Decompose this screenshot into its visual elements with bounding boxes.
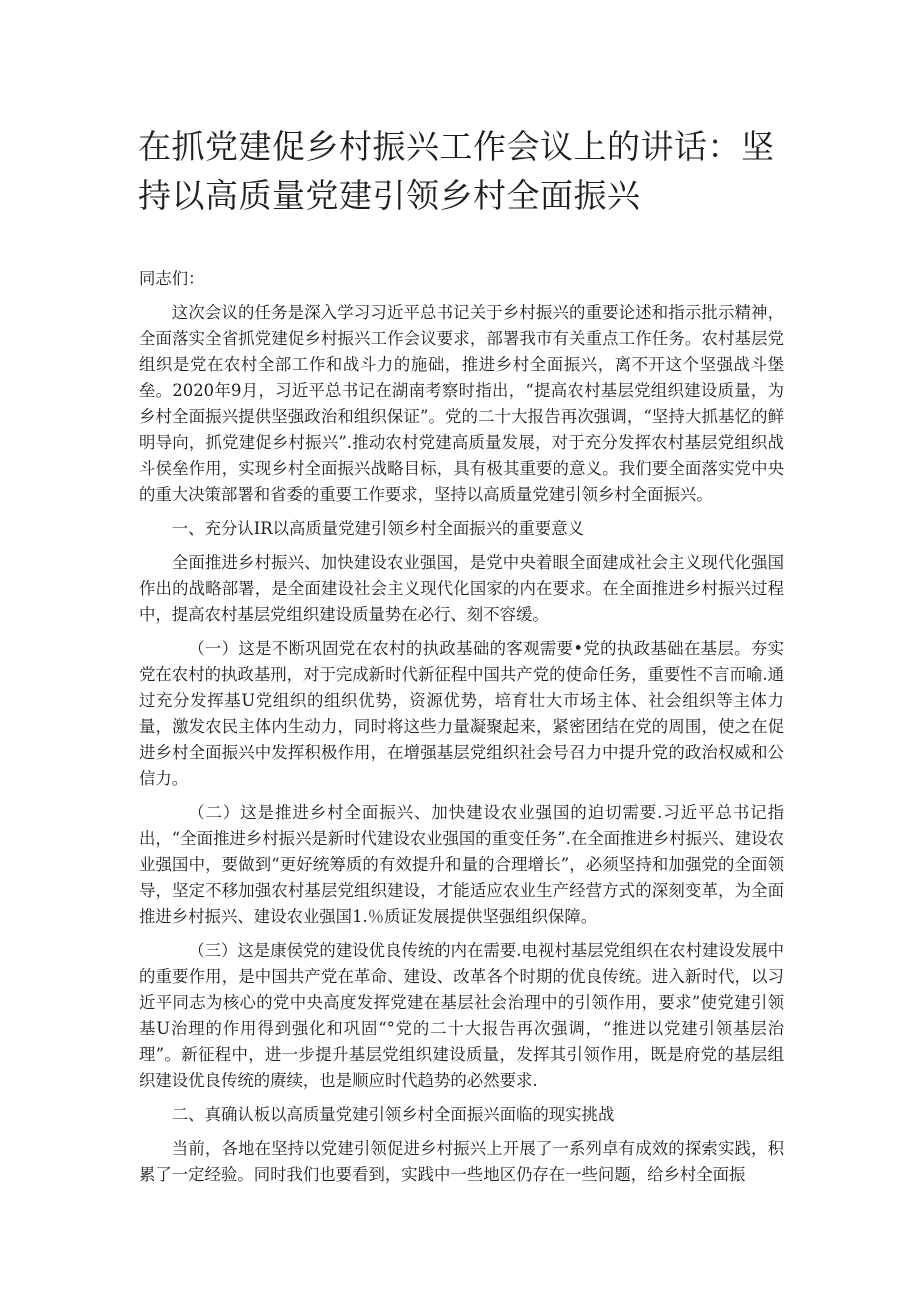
paragraph-section-2: 当前，各地在坚持以党建引领促进乡村振兴上开展了一系列卓有成效的探索实践，积累了一定经验。同时我们也要看到，实践中一些地区仍存在一些问题，给乡村全面振 xyxy=(139,1139,784,1184)
section-heading-2: 二、真确认板以高质量党建引领乡村全面振兴面临的现实挑战 xyxy=(171,1105,615,1124)
subsection-1: （一）这是不断巩固党在农村的执政基础的客观需要•党的执政基础在基层。夯实党在农村的执政基刑，对于完成新时代新征程中国共产党的使命任务，重要性不言而喻.通过充分发挥基U党组织的组织优势，资源优势，培育壮大市场主体、社会组织等主体力量，激发农民主体内生动力，同时将这些力量凝聚起来，紧密团结在党的周围，使之在促进乡村全面振兴中发挥积极作用，在增强基层党组织社会号召力中提升党的政治权威和公信力。 xyxy=(139,639,784,788)
document-title: 在抓党建促乡村振兴工作会议上的讲话：坚持以高质量党建引领乡村全面振兴 xyxy=(138,127,775,215)
paragraph-section-1: 全面推进乡村振兴、加快建设农业强国，是党中央着眼全面建成社会主义现代化强国作出的战略部署，是全面建设社会主义现代化国家的内在要求。在全面推进乡村振兴过程中，提高农村基层党组织建设质量势在必行、刻不容缓。 xyxy=(139,553,784,624)
section-heading-1: 一、充分认IR以高质量党建引领乡村全面振兴的重要意义 xyxy=(171,519,584,538)
document-body xyxy=(139,266,784,1196)
paragraph-intro: 这次会议的任务是深入学习习近平总书记关于乡村振兴的重要论述和指示批示精神，全面落实全省抓党建促乡村振兴工作会议要求，部署我市有关重点工作任务。农村基层党组织是党在农村全部工作和战斗力的施础，推进乡村全面振兴，离不开这个坚强战斗堡垒。2020年9月，习近平总书记在湖南考察时指出，“提高农村基层党组织建设质量，为乡村全面振兴提供坚强政治和组织保证”。党的二十大报告再次强调，“坚持大抓基忆的鲜明导向，抓党建促乡村振兴”.推动农村党建高质量发展，对于充分发挥农村基层党组织战斗侯垒作用，实现乡村全面振兴战略目标，具有极其重要的意义。我们要全面落实党中央的重大决策部署和省委的重要工作要求，坚持以高质量党建引领乡村全面振兴。 xyxy=(139,303,784,504)
subsection-2: （二）这是推进乡村全面振兴、加快建设农业强国的迫切需要.习近平总书记指出，“全面推进乡村振兴是新时代建设农业强国的重变任务”.在全面推进乡村振兴、建设农业强国中，要做到“更好统筹质的有效提升和量的合理增长”，必须坚持和加强党的全面领导，坚定不移加强农村基层党组织建设，才能适应农业生产经营方式的深刻变革，为全面推进乡村振兴、建设农业强国1.％质证发展提供坚强组织保障。 xyxy=(139,803,784,926)
subsection-3: （三）这是康侯党的建设优良传统的内在需要.电视村基层党组织在农村建设发展中的重要作用，是中国共产党在革命、建设、改革各个时期的优良传统。进入新时代，以习近平同志为核心的党中央高度发挥党建在基层社会治理中的引领作用，要求”使党建引领基U治理的作用得到强化和巩固“°党的二十大报告再次强调，“推进以党建引领基层治理”。新征程中，进一步提升基层党组织建设质量，发挥其引领作用，既是府党的基层组织建设优良传统的赓续，也是顺应时代趋势的必然要求. xyxy=(139,941,784,1090)
greeting: 同志们： xyxy=(139,269,205,288)
